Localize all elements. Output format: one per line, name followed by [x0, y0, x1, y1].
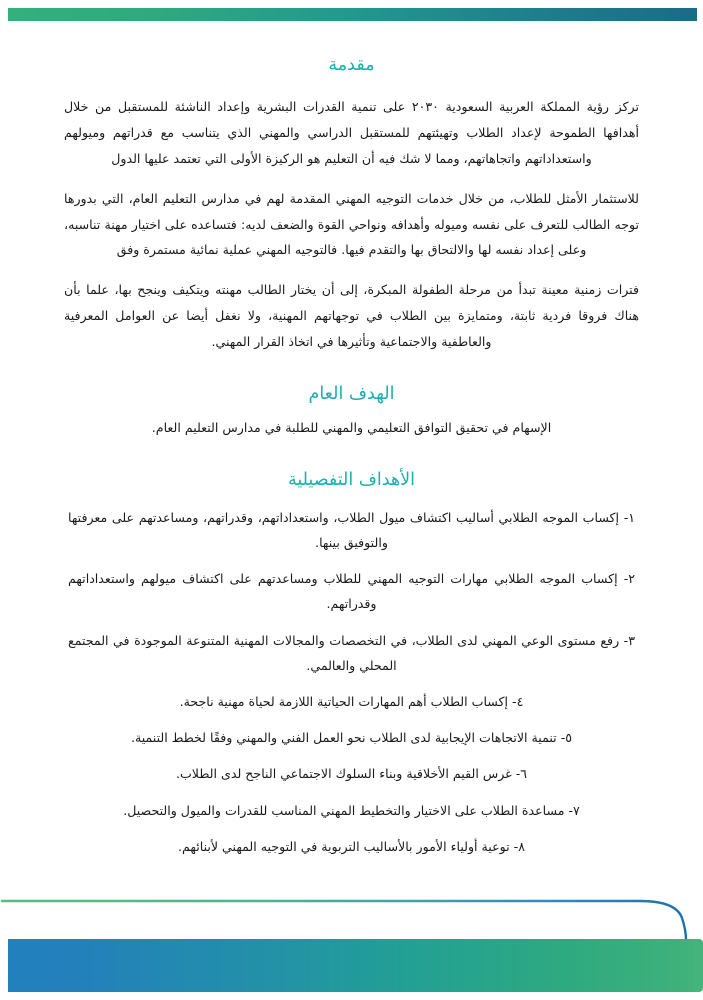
heading-general-objective: الهدف العام: [308, 383, 395, 404]
detailed-objectives-list: [62, 505, 641, 859]
list-item: ٢- إكساب الموجه الطلابي مهارات التوجيه المهني للطلاب ومساعدتهم على اكتشاف ميولهم واستعداداتهم وقدراتهم.: [68, 571, 635, 612]
intro-paragraph-3: فترات زمنية معينة تبدأ من مرحلة الطفولة المبكرة، إلى أن يختار الطالب مهنته ويتكيف وينجح بها، علما بأن هناك فروقا فردية ثابتة، ومتمايزة بين الطلاب في توجهاتهم المهنية، ولا نغفل أيضا عن العوامل المعرفية والعاطفية والاجتماعية وتأثيرها في اتخاذ القرار المهني.: [64, 282, 639, 349]
list-item: ١- إكساب الموجه الطلابي أساليب اكتشاف ميول الطلاب، واستعداداتهم، وقدراتهم، ومساعدتهم على معرفتها والتوفيق بينها.: [68, 509, 635, 551]
intro-paragraph-2: للاستثمار الأمثل للطلاب، من خلال خدمات التوجيه المهني المقدمة لهم في مدارس التعليم العام، التي بدورها توجه الطالب للتعرف على نفسه وميوله وأهدافه ونواحي القوة والضعف لديه: فتساعده على اختيار مهنة تناسبه، وعلى إعداد نفسه لها والالتحاق بها والتقدم فيها. فالتوجيه المهني عملية نمائية مستمرة وفق: [64, 190, 639, 258]
list-item: ٦- غرس القيم الأخلاقية وبناء السلوك الاجتماعي الناجح لدى الطلاب.: [175, 766, 528, 782]
list-item: ٥- تنمية الاتجاهات الإيجابية لدى الطلاب نحو العمل الفني والمهني وفقًا لخطط التنمية.: [130, 730, 573, 746]
list-item: ٣- رفع مستوى الوعي المهني لدى الطلاب، في التخصصات والمجالات المهنية المتنوعة الموجودة في المجتمع المحلي والعالمي.: [68, 632, 635, 673]
heading-detailed-objectives: الأهداف التفصيلية: [287, 469, 416, 490]
intro-paragraph-1: تركز رؤية المملكة العربية السعودية ٢٠٣٠ على تنمية القدرات البشرية وإعداد الناشئة للمستقبل من خلال أهدافها الطموحة لإعداد الطلاب وتهيئتهم للمستقبل الدراسي والمهني الذي يتناسب مع قدراتهم وميولهم واستعداداتهم واتجاهاتهم، ومما لا شك فيه أن التعليم هو الركيزة الأولى التي تعتمد عليها الدول: [64, 99, 640, 166]
general-objective-text: الإسهام في تحقيق التوافق التعليمي والمهني للطلبة في مدارس التعليم العام.: [151, 419, 552, 435]
list-item: ٤- إكساب الطلاب أهم المهارات الحياتية اللازمة لحياة مهنية ناجحة.: [179, 694, 524, 709]
list-item: ٧- مساعدة الطلاب على الاختيار والتخطيط المهني المناسب للقدرات والميول والتحصيل.: [123, 802, 580, 818]
heading-introduction: مقدمة: [328, 55, 375, 75]
list-item: ٨- توعية أولياء الأمور بالأساليب التربوية في التوجيه المهني لأبنائهم.: [178, 838, 525, 854]
